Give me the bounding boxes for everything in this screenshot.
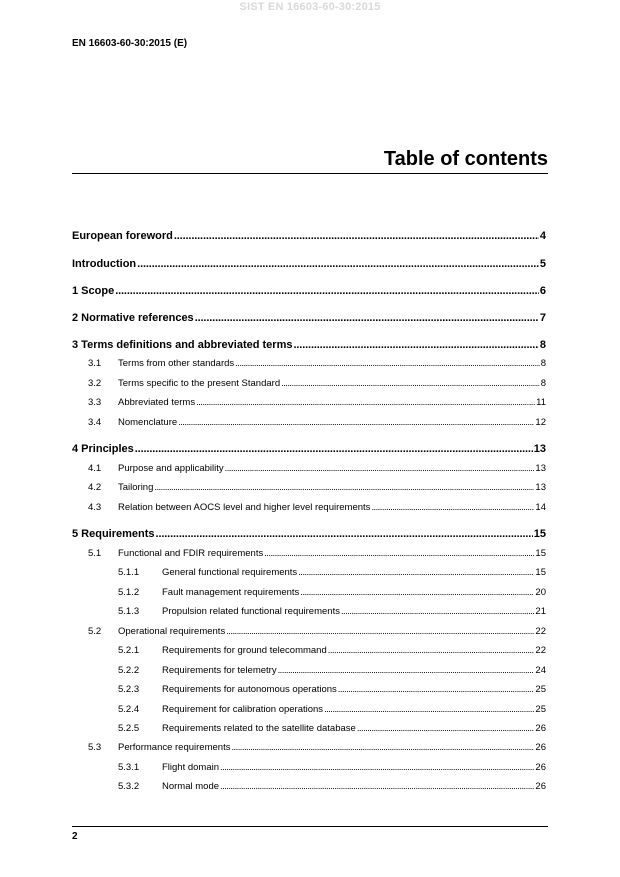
toc-entry-page: 11 bbox=[536, 397, 546, 408]
dot-leader bbox=[156, 528, 533, 540]
toc-entry-page: 4 bbox=[539, 230, 546, 242]
toc-entry-page: 20 bbox=[535, 587, 546, 598]
dot-leader bbox=[195, 312, 539, 324]
dot-leader bbox=[137, 258, 539, 270]
toc-entry-number: 5.2.3 bbox=[118, 684, 140, 695]
toc-entry-label: Requirements related to the satellite database bbox=[162, 723, 356, 734]
toc-entry-number: 5.1 bbox=[88, 548, 102, 559]
dot-leader bbox=[371, 502, 534, 513]
toc-entry-page: 13 bbox=[535, 482, 546, 493]
toc-entry[interactable] bbox=[72, 312, 546, 324]
toc-entry[interactable] bbox=[72, 781, 546, 792]
toc-entry-number: 3.1 bbox=[88, 358, 102, 369]
toc-entry[interactable] bbox=[72, 258, 546, 270]
title-divider bbox=[72, 173, 548, 174]
document-id: EN 16603-60-30:2015 (E) bbox=[72, 38, 188, 49]
dot-leader bbox=[231, 742, 534, 753]
dot-leader bbox=[226, 626, 534, 637]
dot-leader bbox=[196, 397, 535, 408]
toc-entry-page: 8 bbox=[540, 378, 546, 389]
dot-leader bbox=[281, 378, 540, 389]
page-number: 2 bbox=[72, 831, 78, 842]
toc-entry-page: 8 bbox=[540, 358, 546, 369]
toc-entry-label: Operational requirements bbox=[118, 626, 226, 637]
toc-entry[interactable] bbox=[72, 684, 546, 695]
toc-entry[interactable] bbox=[72, 567, 546, 578]
toc-entry-page: 25 bbox=[535, 704, 546, 715]
toc-entry-label: European foreword bbox=[72, 230, 173, 242]
toc-entry[interactable] bbox=[72, 665, 546, 676]
dot-leader bbox=[300, 587, 534, 598]
toc-entry-number: 5.3 bbox=[88, 742, 102, 753]
dot-leader bbox=[341, 606, 534, 617]
toc-entry-label: Flight domain bbox=[162, 762, 220, 773]
toc-entry-number: 5.3.2 bbox=[118, 781, 140, 792]
toc-entry-page: 24 bbox=[535, 665, 546, 676]
toc-entry-page: 15 bbox=[535, 548, 546, 559]
watermark: SIST EN 16603-60-30:2015 bbox=[239, 1, 381, 13]
toc-entry-label: Terms from other standards bbox=[118, 358, 235, 369]
toc-entry[interactable] bbox=[72, 528, 546, 540]
toc-entry[interactable] bbox=[72, 463, 546, 474]
toc-entry-page: 13 bbox=[535, 463, 546, 474]
toc-entry-page: 15 bbox=[533, 528, 546, 540]
toc-entry-page: 26 bbox=[535, 762, 546, 773]
dot-leader bbox=[220, 781, 534, 792]
dot-leader bbox=[357, 723, 535, 734]
toc-entry-label: Tailoring bbox=[118, 482, 154, 493]
dot-leader bbox=[298, 567, 534, 578]
toc-entry-page: 21 bbox=[535, 606, 546, 617]
dot-leader bbox=[235, 358, 540, 369]
toc-entry-label: Nomenclature bbox=[118, 417, 178, 428]
toc-entry[interactable] bbox=[72, 443, 546, 455]
toc-entry[interactable] bbox=[72, 378, 546, 389]
toc-entry-number: 3.3 bbox=[88, 397, 102, 408]
toc-entry-number: 3.4 bbox=[88, 417, 102, 428]
toc-entry[interactable] bbox=[72, 285, 546, 297]
toc-entry-label: 1 Scope bbox=[72, 285, 115, 297]
toc-entry-label: Functional and FDIR requirements bbox=[118, 548, 264, 559]
dot-leader bbox=[220, 762, 534, 773]
toc-entry[interactable] bbox=[72, 606, 546, 617]
toc-entry-page: 26 bbox=[535, 742, 546, 753]
dot-leader bbox=[324, 704, 534, 715]
toc-entry-number: 5.2 bbox=[88, 626, 102, 637]
dot-leader bbox=[338, 684, 535, 695]
dot-leader bbox=[264, 548, 534, 559]
toc-entry[interactable] bbox=[72, 339, 546, 351]
toc-entry-page: 6 bbox=[539, 285, 546, 297]
dot-leader bbox=[174, 230, 539, 242]
toc-entry[interactable] bbox=[72, 397, 546, 408]
toc-entry-page: 26 bbox=[535, 781, 546, 792]
toc-entry-label: General functional requirements bbox=[162, 567, 298, 578]
toc-entry-label: Terms specific to the present Standard bbox=[118, 378, 281, 389]
toc-entry[interactable] bbox=[72, 482, 546, 493]
toc-entry-label: Fault management requirements bbox=[162, 587, 300, 598]
toc-entry[interactable] bbox=[72, 502, 546, 513]
dot-leader bbox=[225, 463, 535, 474]
toc-entry-number: 4.2 bbox=[88, 482, 102, 493]
toc-entry-page: 7 bbox=[539, 312, 546, 324]
toc-entry-number: 5.2.5 bbox=[118, 723, 140, 734]
toc-entry-label: Propulsion related functional requirements bbox=[162, 606, 340, 617]
toc-entry[interactable] bbox=[72, 626, 546, 637]
page-title: Table of contents bbox=[383, 148, 548, 170]
toc-entry[interactable] bbox=[72, 548, 546, 559]
toc-entry-label: Requirements for ground telecommand bbox=[162, 645, 327, 656]
toc-entry-number: 5.3.1 bbox=[118, 762, 140, 773]
toc-entry-label: Abbreviated terms bbox=[118, 397, 196, 408]
toc-entry-number: 5.1.1 bbox=[118, 567, 140, 578]
footer-divider bbox=[72, 826, 548, 827]
toc-entry[interactable] bbox=[72, 723, 546, 734]
toc-entry[interactable] bbox=[72, 417, 546, 428]
toc-entry[interactable] bbox=[72, 230, 546, 242]
toc-entry-label: 2 Normative references bbox=[72, 312, 194, 324]
toc-entry-number: 5.2.2 bbox=[118, 665, 140, 676]
toc-entry-number: 4.1 bbox=[88, 463, 102, 474]
toc-entry-label: Purpose and applicability bbox=[118, 463, 224, 474]
toc-entry[interactable] bbox=[72, 704, 546, 715]
dot-leader bbox=[293, 339, 538, 351]
toc-entry-label: Normal mode bbox=[162, 781, 220, 792]
toc-entry-label: 4 Principles bbox=[72, 443, 134, 455]
toc-entry-page: 15 bbox=[535, 567, 546, 578]
toc-entry-page: 25 bbox=[535, 684, 546, 695]
toc-entry-label: Requirements for telemetry bbox=[162, 665, 277, 676]
toc-entry-label: Requirement for calibration operations bbox=[162, 704, 324, 715]
dot-leader bbox=[328, 645, 535, 656]
toc-entry-label: 3 Terms definitions and abbreviated terms bbox=[72, 339, 293, 351]
toc-entry-page: 14 bbox=[535, 502, 546, 513]
toc-entry[interactable] bbox=[72, 645, 546, 656]
dot-leader bbox=[278, 665, 535, 676]
toc-entry-number: 5.2.4 bbox=[118, 704, 140, 715]
toc-entry-label: Introduction bbox=[72, 258, 137, 270]
toc-entry-number: 3.2 bbox=[88, 378, 102, 389]
toc-entry[interactable] bbox=[72, 587, 546, 598]
toc-entry-page: 8 bbox=[539, 339, 546, 351]
toc-entry-number: 5.2.1 bbox=[118, 645, 140, 656]
toc-entry-label: 5 Requirements bbox=[72, 528, 155, 540]
dot-leader bbox=[115, 285, 539, 297]
toc-entry-page: 22 bbox=[535, 626, 546, 637]
toc-entry-label: Requirements for autonomous operations bbox=[162, 684, 337, 695]
toc-entry-number: 5.1.2 bbox=[118, 587, 140, 598]
toc-entry-number: 5.1.3 bbox=[118, 606, 140, 617]
dot-leader bbox=[135, 443, 533, 455]
toc-entry[interactable] bbox=[72, 358, 546, 369]
dot-leader bbox=[178, 417, 534, 428]
toc-entry-label: Performance requirements bbox=[118, 742, 231, 753]
toc-entry[interactable] bbox=[72, 742, 546, 753]
toc-entry-page: 13 bbox=[533, 443, 546, 455]
toc-entry-page: 26 bbox=[535, 723, 546, 734]
toc-entry-number: 4.3 bbox=[88, 502, 102, 513]
toc-entry-page: 12 bbox=[535, 417, 546, 428]
toc-entry[interactable] bbox=[72, 762, 546, 773]
dot-leader bbox=[154, 482, 534, 493]
toc-entry-label: Relation between AOCS level and higher level requirements bbox=[118, 502, 371, 513]
toc-entry-page: 5 bbox=[539, 258, 546, 270]
toc-entry-page: 22 bbox=[535, 645, 546, 656]
